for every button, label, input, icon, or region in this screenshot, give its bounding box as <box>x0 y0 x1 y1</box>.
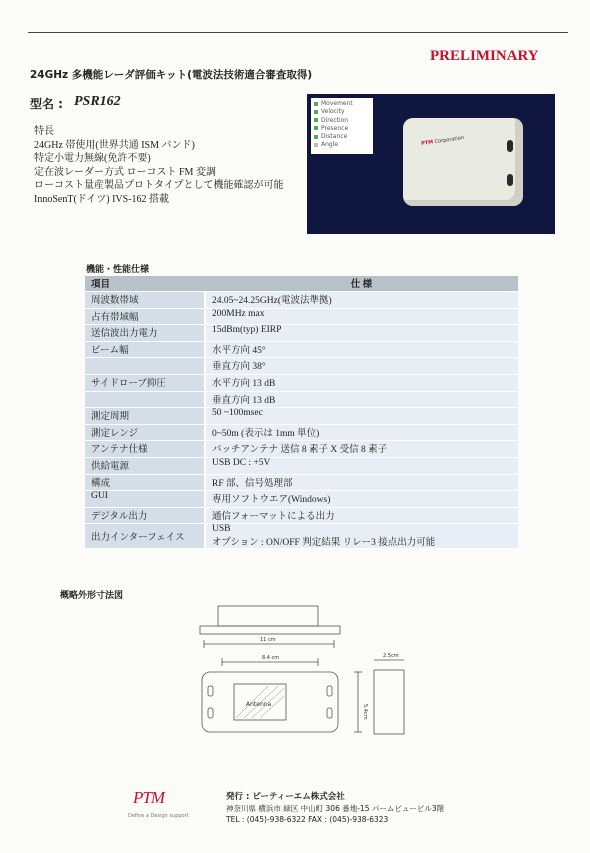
spec-item: GUI <box>85 491 205 508</box>
spec-item: 測定周期 <box>85 408 205 425</box>
address: 神奈川県 横浜市 緑区 中山町 306 番地-15 パームビュービル3階 <box>226 804 445 813</box>
features-heading: 特長 <box>34 126 54 137</box>
spec-header-row <box>85 276 518 292</box>
dim-inner-label: 8.4 cm <box>262 655 280 661</box>
feature-item: ローコスト量産製品プロトタイプとして機能確認が可能 <box>34 180 284 191</box>
spec-value: RF 部、信号処理部 <box>205 474 518 491</box>
legend-dot <box>314 110 318 114</box>
legend-item: Presence <box>314 125 370 133</box>
spec-value: 50 ~100msec <box>205 408 518 425</box>
spec-value: 水平方向 13 dB <box>205 374 518 391</box>
spec-item: サイドローブ抑圧 <box>85 374 205 391</box>
dim-height-label: 5.4cm <box>362 704 368 720</box>
company-tagline: Define a Design support <box>128 813 189 819</box>
features-list <box>34 125 284 206</box>
function-legend <box>311 98 373 154</box>
spec-item: 周波数帯域 <box>85 292 205 309</box>
spec-row <box>85 424 518 441</box>
feature-item: 24GHz 帯使用(世界共通 ISM バンド) <box>34 139 195 151</box>
legend-dot <box>314 118 318 122</box>
spec-value: 水平方向 45° <box>205 341 518 358</box>
spec-item: デジタル出力 <box>85 507 205 524</box>
spec-row <box>85 292 518 309</box>
spec-value: 垂直方向 38° <box>205 358 518 375</box>
antenna-label: Antenna <box>246 701 272 708</box>
product-photo <box>307 94 555 234</box>
spec-row <box>85 341 518 358</box>
spec-value <box>205 524 518 549</box>
device-logo: PTM Corporation <box>420 135 465 147</box>
preliminary-mark: PRELIMINARY <box>430 48 539 64</box>
mount-hole <box>507 140 513 152</box>
spec-row <box>85 408 518 425</box>
feature-item: 定在波レーダー方式 ローコスト FM 変調 <box>34 166 216 178</box>
spec-col-item: 項目 <box>85 276 205 292</box>
spec-value: 24.05~24.25GHz(電波法準拠) <box>205 292 518 309</box>
spec-item <box>85 391 205 408</box>
feature-item: 特定小電力無線(免許不要) <box>34 153 151 164</box>
spec-value: 垂直方向 13 dB <box>205 391 518 408</box>
feature-item: InnoSenT(ドイツ) IVS-162 搭載 <box>34 193 170 205</box>
spec-row <box>85 507 518 524</box>
side-view-body <box>374 670 404 734</box>
radar-device-image <box>403 118 523 206</box>
spec-value: 通信フォーマットによる出力 <box>205 507 518 524</box>
spec-row <box>85 524 518 549</box>
spec-item: 占有帯域幅 <box>85 308 205 325</box>
spec-value-line: USB <box>212 524 231 535</box>
spec-value: 0~50m (表示は 1mm 単位) <box>205 424 518 441</box>
legend-item: Movement <box>314 100 370 108</box>
dimension-drawing <box>190 600 430 750</box>
dim-width-label: 11 cm <box>260 637 276 643</box>
drawing-title: 概略外形寸法図 <box>60 591 124 601</box>
phone-fax: TEL : (045)-938-6322 FAX : (045)-938-6323 <box>226 815 389 824</box>
spec-value: 15dBm(typ) EIRP <box>205 325 518 342</box>
publisher: 発行 : ピーティーエム株式会社 <box>226 792 345 802</box>
legend-item: Direction <box>314 117 370 125</box>
legend-item: Velocity <box>314 108 370 116</box>
spec-col-spec: 仕 様 <box>205 276 518 292</box>
top-view-upper <box>218 606 318 626</box>
spec-row <box>85 491 518 508</box>
spec-row <box>85 308 518 325</box>
mount-hole <box>507 174 513 186</box>
spec-row <box>85 325 518 342</box>
top-view-lower <box>200 626 340 634</box>
dim-depth-label: 2.5cm <box>383 653 399 659</box>
legend-dot <box>314 135 318 139</box>
spec-row <box>85 457 518 474</box>
legend-dot <box>314 102 318 106</box>
spec-value: 専用ソフトウエア(Windows) <box>205 491 518 508</box>
spec-table <box>85 276 518 549</box>
spec-row <box>85 374 518 391</box>
spec-item: 送信波出力電力 <box>85 325 205 342</box>
spec-item: 供給電源 <box>85 457 205 474</box>
document-title: 24GHz 多機能レーダ評価キット(電波法技術適合審査取得) <box>30 69 313 81</box>
spec-section-title: 機能・性能仕様 <box>86 265 150 275</box>
spec-item: ビーム幅 <box>85 341 205 358</box>
spec-row <box>85 441 518 458</box>
spec-value-line: オプション : ON/OFF 判定結果 リレー3 接点出力可能 <box>212 538 436 549</box>
spec-value: 200MHz max <box>205 308 518 325</box>
legend-dot <box>314 126 318 130</box>
company-logo: PTM <box>133 788 164 807</box>
top-rule <box>28 32 568 33</box>
model-number: PSR162 <box>74 94 121 109</box>
legend-item: Distance <box>314 133 370 141</box>
legend-item: Angle <box>314 141 370 149</box>
legend-dot <box>314 143 318 147</box>
spec-item: 出力インターフェイス <box>85 524 205 549</box>
spec-item: 構成 <box>85 474 205 491</box>
spec-value: USB DC : +5V <box>205 457 518 474</box>
spec-value: パッチアンテナ 送信 8 素子 X 受信 8 素子 <box>205 441 518 458</box>
spec-row <box>85 474 518 491</box>
spec-item: 測定レンジ <box>85 424 205 441</box>
spec-row <box>85 358 518 375</box>
spec-item: アンテナ仕様 <box>85 441 205 458</box>
model-label: 型名 : <box>30 97 63 111</box>
spec-item <box>85 358 205 375</box>
spec-row <box>85 391 518 408</box>
